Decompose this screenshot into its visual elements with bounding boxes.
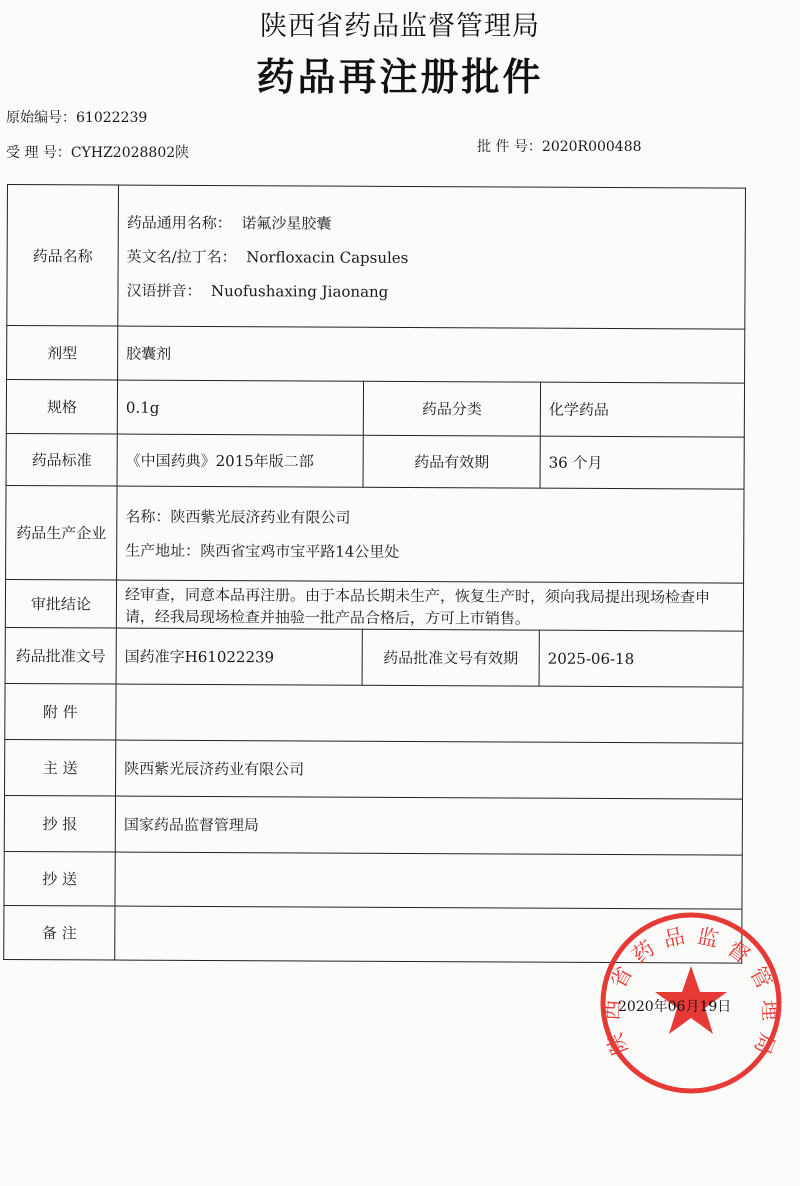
english-name-line <box>127 245 737 269</box>
manufacturer-address-label: 生产地址： <box>125 541 201 560</box>
manufacturer-address-line <box>125 540 735 564</box>
copy-to-label: 抄 送 <box>4 851 115 906</box>
row-manufacturer <box>6 485 744 583</box>
sign-date: 2020年06月19日 <box>618 999 732 1015</box>
manufacturer-address-value: 陕西省宝鸡市宝平路14公里处 <box>200 541 400 561</box>
approval-doc-validity-value: 2025-06-18 <box>539 630 743 687</box>
category-label: 药品分类 <box>363 381 540 436</box>
remarks-label: 备 注 <box>4 905 115 960</box>
acceptance-number <box>6 142 189 162</box>
original-number <box>6 107 147 127</box>
standard-label: 药品标准 <box>6 433 117 486</box>
approval-doc-validity-label: 药品批准文号有效期 <box>362 629 539 686</box>
report-to-value: 国家药品监督管理局 <box>115 796 742 855</box>
generic-name-label: 药品通用名称： <box>126 213 232 232</box>
pinyin-line <box>126 279 736 303</box>
pinyin-value: Nuofushaxing Jiaonang <box>211 281 389 301</box>
row-conclusion <box>5 579 743 631</box>
english-name-label: 英文名/拉丁名： <box>126 247 237 266</box>
attachment-value <box>116 684 743 743</box>
generic-name-value: 诺氟沙星胶囊 <box>241 213 332 233</box>
approval-doc-label: 药品批准文号 <box>5 627 116 684</box>
row-copy-to <box>4 851 742 909</box>
category-value: 化学药品 <box>540 382 744 437</box>
manufacturer-name-label: 名称： <box>125 507 171 526</box>
manufacturer-name-value: 陕西紫光辰济药业有限公司 <box>170 507 351 527</box>
approval-number-label: 批 件 号： <box>477 139 542 155</box>
row-attachment <box>5 683 743 743</box>
agency-name: 陕西省药品监督管理局 <box>260 11 540 42</box>
manufacturer-cell <box>117 486 744 583</box>
attachment-label: 附 件 <box>5 683 116 740</box>
main-recipient-value: 陕西紫光辰济药业有限公司 <box>116 740 743 799</box>
row-standard <box>6 433 744 489</box>
approval-table <box>3 184 746 964</box>
validity-label: 药品有效期 <box>363 435 540 488</box>
spec-label: 规格 <box>6 380 117 435</box>
original-number-value: 61022239 <box>76 110 148 126</box>
pinyin-label: 汉语拼音： <box>126 281 202 300</box>
manufacturer-label: 药品生产企业 <box>6 485 117 580</box>
row-main-recipient <box>5 739 743 799</box>
document-title: 药品再注册批件 <box>256 55 544 99</box>
manufacturer-name-line <box>125 506 735 530</box>
dosage-form-value: 胶囊剂 <box>118 326 745 383</box>
original-number-label: 原始编号： <box>6 110 76 126</box>
conclusion-value: 经审查，同意本品再注册。由于本品长期未生产，恢复生产时，须向我局提出现场检查申请，经我局现场检查并抽验一批产品合格后，方可上市销售。 <box>116 580 743 631</box>
spec-value: 0.1g <box>117 380 363 435</box>
dosage-form-label: 剂型 <box>7 326 118 381</box>
standard-value: 《中国药典》2015年版二部 <box>117 434 363 487</box>
row-spec <box>6 380 744 438</box>
main-recipient-label: 主 送 <box>5 739 116 796</box>
conclusion-label: 审批结论 <box>5 579 116 628</box>
drug-name-cell <box>118 185 746 329</box>
copy-to-value <box>115 852 742 909</box>
acceptance-number-value: CYHZ2028802陕 <box>70 145 190 161</box>
row-dosage-form <box>7 326 745 384</box>
generic-name-line <box>127 211 737 235</box>
english-name-value: Norfloxacin Capsules <box>246 247 409 267</box>
drug-name-label: 药品名称 <box>7 185 119 327</box>
approval-number <box>477 136 642 156</box>
row-report-to <box>4 795 742 855</box>
report-to-label: 抄 报 <box>4 795 115 852</box>
approval-doc-value: 国药准字H61022239 <box>116 628 362 685</box>
approval-number-value: 2020R000488 <box>541 139 642 155</box>
row-approval-doc <box>5 627 743 687</box>
row-drug-name <box>7 185 746 330</box>
seal-text: 陕西省药品监督管理局 <box>599 923 783 1058</box>
acceptance-number-label: 受 理 号： <box>6 145 71 161</box>
validity-value: 36 个月 <box>540 436 744 489</box>
